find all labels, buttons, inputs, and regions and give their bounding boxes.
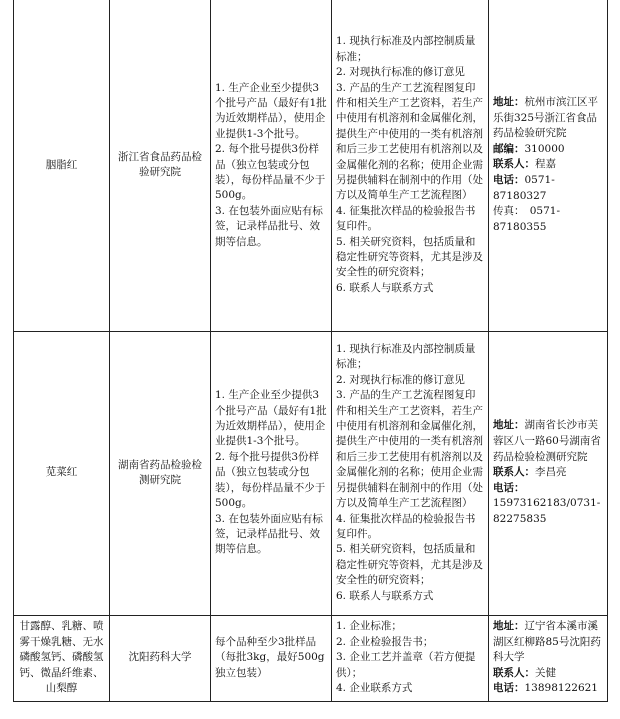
- material-item: 5. 相关研究资料，包括质量和稳定性研究等资料，尤其是涉及安全性的研究资料；: [336, 235, 483, 279]
- material-item: 4. 企业联系方式: [336, 682, 413, 695]
- materials-cell: [332, 615, 489, 701]
- table-row: [14, 331, 608, 615]
- contact-phone: 电话：0571-87180327: [493, 174, 555, 202]
- institution-cell: 沈阳药科大学: [110, 615, 211, 701]
- contact-phone: 电话：13898122621: [493, 682, 598, 695]
- materials-cell: [332, 331, 489, 615]
- product-name-cell: 苋菜红: [14, 331, 110, 615]
- material-item: 6. 联系人与联系方式: [336, 589, 434, 602]
- material-item: 6. 联系人与联系方式: [336, 281, 434, 294]
- material-item: 2. 对现执行标准的修订意见: [336, 373, 465, 386]
- materials-cell: [332, 0, 489, 331]
- contact-phone: 电话：15973162183/0731-82275835: [493, 481, 601, 525]
- material-item: 1. 现执行标准及内部控制质量标准；: [336, 343, 476, 371]
- table-row: [14, 615, 608, 701]
- contact-person: 联系人：关健: [493, 666, 556, 679]
- contact-address: 地址：杭州市滨江区平乐街325号浙江省食品药品检验研究院: [493, 96, 598, 140]
- contact-fax: 传真： 0571-87180355: [493, 205, 561, 233]
- material-item: 3. 产品的生产工艺流程图复印件和相关生产工艺资料，若生产中使用有机溶剂和金属催化剂，提供生产中使用的一类有机溶剂和后三步工艺使用有机溶剂以及金属催化剂的名称；使用企业需另提供辅料在制剂中的作用（处方以及简单生产工艺流程图）: [336, 81, 483, 202]
- table-row: [14, 0, 608, 331]
- requirement-item: 1. 生产企业至少提供3个批号产品（最好有1批为近效期样品），使用企业提供1-3个批号。: [215, 389, 327, 448]
- material-item: 3. 产品的生产工艺流程图复印件和相关生产工艺资料，若生产中使用有机溶剂和金属催化剂，提供生产中使用的一类有机溶剂和后三步工艺使用有机溶剂以及金属催化剂的名称；使用企业需另提供辅料在制剂中的作用（处方以及简单生产工艺流程图）: [336, 389, 483, 510]
- requirement-item: 3. 在包装外面应贴有标签，记录样品批号、效期等信息。: [215, 204, 323, 248]
- contact-cell: [489, 0, 608, 331]
- contact-postcode: 邮编：310000: [493, 142, 565, 155]
- contact-person: 联系人：李昌亮: [493, 466, 567, 479]
- institution-cell: 湖南省药品检验检测研究院: [110, 331, 211, 615]
- sample-requirement-cell: [211, 615, 332, 701]
- contact-cell: [489, 331, 608, 615]
- material-item: 2. 企业检验报告书；: [336, 635, 434, 648]
- requirement-item: 每个品种至少3批样品（每批3kg，最好500g独立包装）: [215, 635, 325, 679]
- contact-address: 地址：辽宁省本溪市溪湖区红柳路85号沈阳药科大学: [493, 620, 601, 664]
- sample-requirement-cell: [211, 331, 332, 615]
- material-item: 1. 企业标准；: [336, 620, 402, 633]
- material-item: 2. 对现执行标准的修订意见: [336, 66, 465, 79]
- requirement-item: 1. 生产企业至少提供3个批号产品（最好有1批为近效期样品），使用企业提供1-3个批号。: [215, 81, 327, 140]
- material-item: 1. 现执行标准及内部控制质量标准；: [336, 35, 476, 63]
- sample-collection-table: [13, 0, 608, 702]
- requirement-item: 2. 每个批号提供3份样品（独立包装或分包装），每份样品量不少于500g。: [215, 450, 326, 510]
- requirement-item: 2. 每个批号提供3份样品（独立包装或分包装），每份样品量不少于500g。: [215, 143, 326, 202]
- material-item: 5. 相关研究资料，包括质量和稳定性研究等资料，尤其是涉及安全性的研究资料；: [336, 543, 483, 587]
- material-item: 4. 征集批次样品的检验报告书复印件。: [336, 204, 476, 233]
- material-item: 4. 征集批次样品的检验报告书复印件。: [336, 512, 476, 540]
- sample-requirement-cell: [211, 0, 332, 331]
- contact-cell: [489, 615, 608, 701]
- contact-address: 地址：湖南省长沙市芙蓉区八一路60号湖南省药品检验检测研究院: [493, 419, 601, 463]
- contact-person: 联系人：程嘉: [493, 158, 556, 171]
- material-item: 3. 企业工艺并盖章（若方便提供）；: [336, 651, 476, 679]
- product-name-cell: 甘露醇、乳糖、喷雾干燥乳糖、无水磷酸氢钙、磷酸氢钙、微晶纤维素、山梨醇: [14, 615, 110, 701]
- product-name-cell: 胭脂红: [14, 0, 110, 331]
- requirement-item: 3. 在包装外面应贴有标签，记录样品批号、效期等信息。: [215, 512, 323, 556]
- institution-cell: 浙江省食品药品检验研究院: [110, 0, 211, 331]
